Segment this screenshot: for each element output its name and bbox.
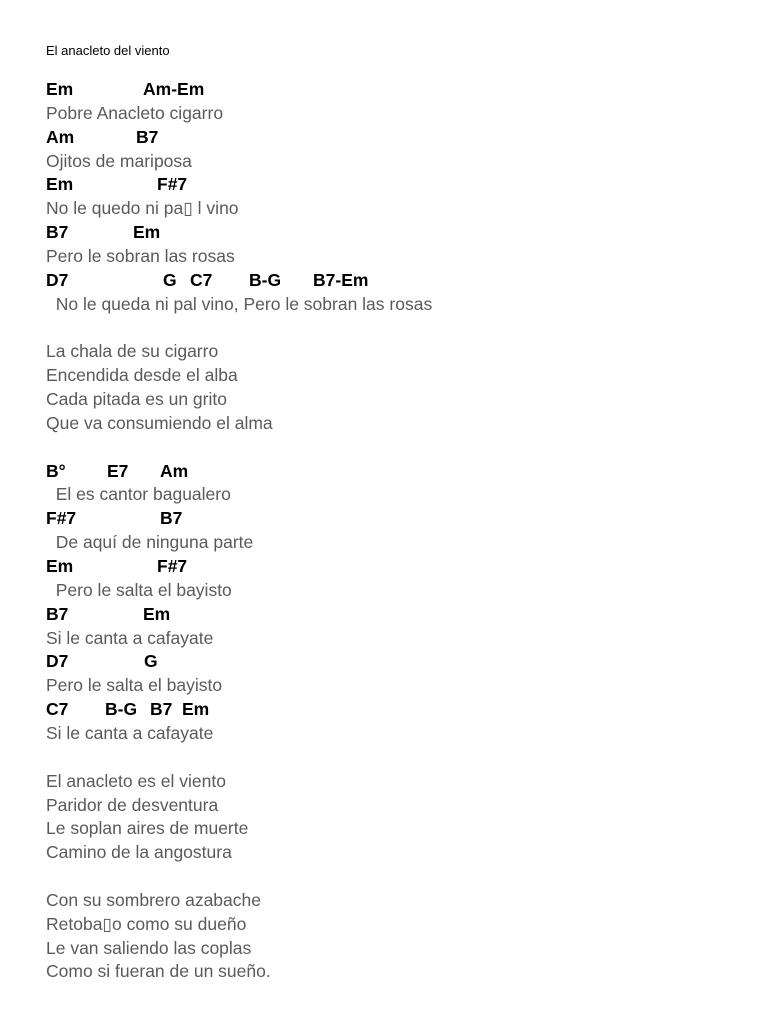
chord: B-G xyxy=(105,699,138,720)
lyric-line: De aquí de ninguna parte xyxy=(46,532,254,553)
chord: B7-Em xyxy=(313,269,369,290)
chord: Em xyxy=(46,556,74,576)
chord: B-G xyxy=(249,269,282,290)
chord: Em xyxy=(143,603,171,624)
lyric-line: Encendida desde el alba xyxy=(46,365,238,386)
lyric-line: Como si fueran de un sueño. xyxy=(46,961,271,982)
chord: D7 xyxy=(46,651,69,672)
chord: C7 xyxy=(46,699,69,720)
lyric-line: Pero le sobran las rosas xyxy=(46,245,235,266)
lyric-line: Con su sombrero azabache xyxy=(46,889,261,910)
lyric-line: Si le canta a cafayate xyxy=(46,627,214,648)
chord: Am-Em xyxy=(143,79,205,99)
chord: B7 xyxy=(46,603,69,624)
lyric-line: Retoba▯o como su dueño xyxy=(46,913,247,934)
chord: Em xyxy=(182,699,210,720)
chord: G xyxy=(163,269,177,290)
chord: F#7 xyxy=(46,508,77,529)
lyric-line: Si le canta a cafayate xyxy=(46,722,214,743)
chord: C7 xyxy=(190,269,213,290)
chord: E7 xyxy=(107,460,129,481)
lyric-line: El anacleto es el viento xyxy=(46,770,226,791)
chord: F#7 xyxy=(157,556,188,576)
chord: Am xyxy=(46,126,75,147)
lyric-line: Pero le salta el bayisto xyxy=(46,579,232,600)
song-title: El anacleto del viento xyxy=(46,43,170,58)
chord: G xyxy=(144,651,158,672)
chord: Em xyxy=(46,174,74,195)
lyric-line: Paridor de desventura xyxy=(46,794,219,815)
lyric-line: No le queda ni pal vino, Pero le sobran las rosas xyxy=(46,293,433,314)
lyric-line: Le soplan aires de muerte xyxy=(46,818,249,839)
lyric-line: El es cantor bagualero xyxy=(46,484,231,505)
chord: B7 xyxy=(150,699,173,720)
chord: B7 xyxy=(46,222,69,243)
chord: B° xyxy=(46,460,66,481)
chord: B7 xyxy=(136,126,159,147)
chord: Em xyxy=(133,222,161,243)
lyric-line: La chala de su cigarro xyxy=(46,341,219,362)
lyric-line: Camino de la angostura xyxy=(46,842,232,863)
chord: Am xyxy=(160,460,189,481)
lyric-line: Ojitos de mariposa xyxy=(46,150,192,171)
chord: Em xyxy=(46,79,74,99)
chord: F#7 xyxy=(157,174,188,195)
lyric-line: Pobre Anacleto cigarro xyxy=(46,102,224,123)
lyric-line: Le van saliendo las coplas xyxy=(46,937,252,958)
lyric-line: Que va consumiendo el alma xyxy=(46,412,273,433)
chord: B7 xyxy=(160,508,183,529)
chord: D7 xyxy=(46,269,69,290)
lyric-line: Cada pitada es un grito xyxy=(46,389,227,410)
lyric-line: No le quedo ni pa▯ l vino xyxy=(46,198,239,219)
lyric-line: Pero le salta el bayisto xyxy=(46,675,223,696)
